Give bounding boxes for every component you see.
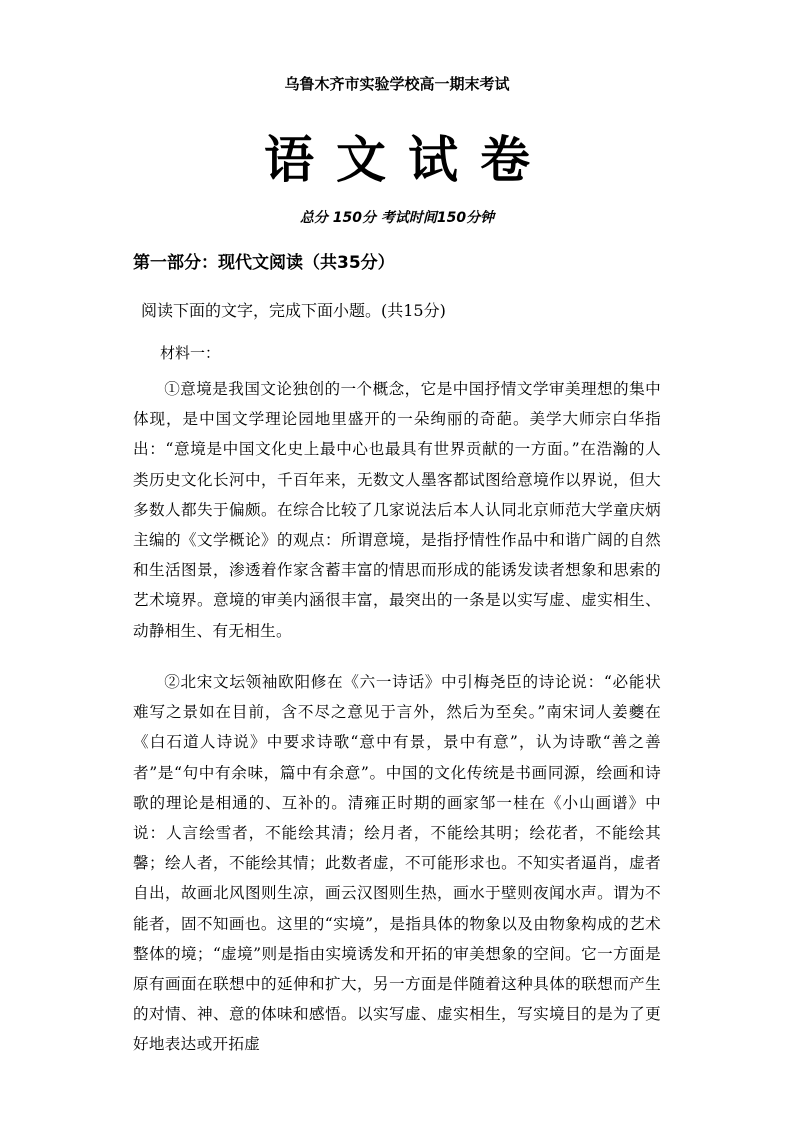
material-label: 材料一： [160, 344, 221, 362]
section-heading: 第一部分：现代文阅读（共35分） [133, 253, 395, 273]
paragraph-2: ②北宋文坛领袖欧阳修在《六一诗话》中引梅尧臣的诗论说：“必能状难写之景如在目前，含不尽之意见于言外，然后为至矣。”南宋词人姜夔在《白石道人诗说》中要求诗歌“意中有景，景中有意”，认为诗歌“善之善者”是“句中有余味，篇中有余意”。中国的文化传统是书画同源，绘画和诗歌的理论是相通的、互补的。清雍正时期的画家邹一桂在《小山画谱》中说：人言绘雪者，不能绘其清；绘月者，不能绘其明；绘花者，不能绘其馨；绘人者，不能绘其情；此数者虚，不可能形求也。不知实者逼肖，虚者自出，故画北风图则生凉，画云汉图则生热，画水于壁则夜闻水声。谓为不能者，固不知画也。这里的“实境”，是指具体的物象以及由物象构成的艺术整体的境；“虚境”则是指由实境诱发和开拓的审美想象的空间。它一方面是原有画面在联想中的延伸和扩大，另一方面是伴随着这种具体的联想而产生的对情、神、意的体味和感悟。以实写虚、虚实相生，写实境目的是为了更好地表达或开拓虚 [133, 673, 661, 1054]
exam-subtitle: 总分 150分 考试时间150分钟 [299, 210, 495, 226]
reading-instruction: 阅读下面的文字，完成下面小题。(共15分) [141, 301, 446, 320]
paragraph-1: ①意境是我国文论独创的一个概念，它是中国抒情文学审美理想的集中体现，是中国文学理论园地里盛开的一朵绚丽的奇葩。美学大师宗白华指出：“意境是中国文化史上最中心也最具有世界贡献的一方面。”在浩瀚的人类历史文化长河中，千百年来，无数文人墨客都试图给意境作以界说，但大多数人都失于偏颇。在综合比较了几家说法后本人认同北京师范大学童庆炳主编的《文学概论》的观点：所谓意境，是指抒情性作品中和谐广阔的自然和生活图景，渗透着作家含蓄丰富的情思而形成的能诱发读者想象和思索的艺术境界。意境的审美内涵很丰富，最突出的一条是以实写虚、虚实相生、动静相生、有无相生。 [133, 380, 661, 640]
school-exam-header: 乌鲁木齐市实验学校高一期末考试 [284, 75, 510, 93]
exam-title: 语文试卷 [264, 131, 552, 189]
